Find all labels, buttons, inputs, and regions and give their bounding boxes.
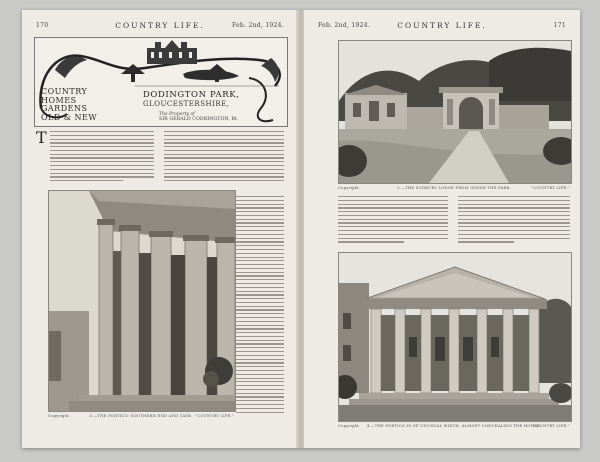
masthead-line: GARDENS — [41, 104, 88, 113]
body-text-column — [236, 196, 284, 420]
masthead-line: HOMES — [41, 95, 77, 105]
drop-cap: T — [36, 128, 47, 147]
page-number: 170 — [36, 22, 49, 29]
magazine-spread — [22, 10, 580, 448]
running-head-right — [318, 22, 566, 32]
masthead — [41, 88, 109, 122]
body-text-column — [50, 131, 154, 191]
article-banner — [34, 37, 288, 127]
body-text-column — [338, 196, 448, 246]
magazine-title: COUNTRY LIFE. — [115, 21, 205, 30]
owner-name: SIR GERALD CODRINGTON, Bt. — [159, 117, 239, 122]
caption-title: 2.—THE SODBURY LODGE FROM INSIDE THE PARK. — [397, 185, 511, 190]
caption-credit: Copyright. — [338, 185, 361, 190]
caption-source: "COUNTRY LIFE." — [195, 413, 234, 418]
body-text-column — [458, 196, 570, 246]
left-page — [22, 10, 298, 448]
issue-date: Feb. 2nd, 1924. — [231, 22, 284, 29]
page-number: 171 — [553, 22, 566, 29]
photo-caption — [48, 413, 234, 419]
article-subtitle: GLOUCESTERSHIRE, — [143, 100, 230, 108]
caption-credit: Copyright. — [48, 413, 71, 418]
body-text-column — [164, 131, 284, 193]
article-title: DODINGTON PARK, — [143, 90, 240, 100]
caption-credit: Copyright. — [338, 423, 361, 428]
right-page — [304, 10, 580, 448]
article-owner — [159, 112, 238, 122]
issue-date: Feb. 2nd, 1924. — [318, 22, 371, 29]
photo-caption — [338, 423, 570, 429]
house-portico-photo — [338, 252, 572, 422]
caption-title: 4.—THE PORTICO IS OF UNUSUAL WIDTH, ALMOST CONCEALING THE HOUSE. — [366, 423, 542, 428]
lodge-photo — [338, 40, 572, 184]
caption-source: "COUNTRY LIFE." — [531, 423, 570, 428]
owner-label: The Property of — [159, 112, 195, 117]
photo-caption — [338, 185, 570, 191]
caption-source: "COUNTRY LIFE." — [531, 185, 570, 190]
masthead-line: COUNTRY — [41, 87, 88, 96]
portico-photo — [48, 190, 236, 412]
running-head-left — [36, 22, 284, 32]
caption-title: 3.—THE PORTICO: SOUTHERN END AND VASE. — [89, 413, 193, 418]
magazine-title: COUNTRY LIFE. — [397, 21, 487, 30]
masthead-line: OLD & NEW — [41, 112, 98, 122]
